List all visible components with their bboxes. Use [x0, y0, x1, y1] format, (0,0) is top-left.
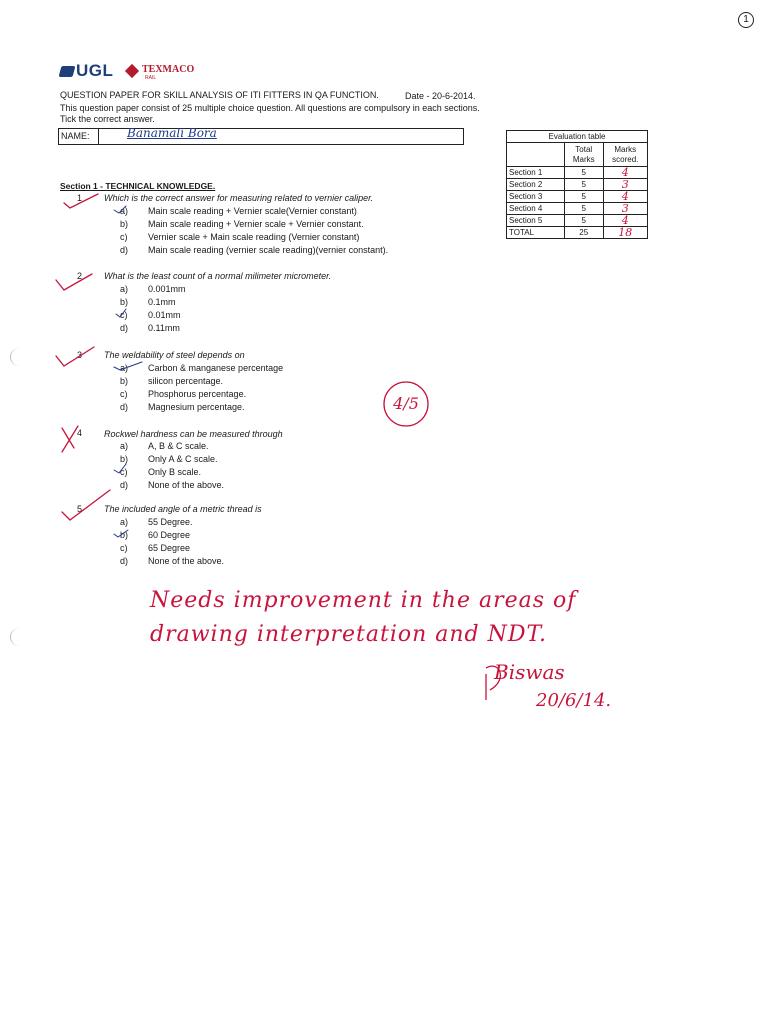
page-number: 1	[738, 12, 754, 28]
tick-mark-icon	[56, 347, 94, 366]
answer-tick-icon	[114, 464, 126, 473]
punch-hole-icon	[10, 348, 29, 366]
row-scored: 3	[603, 203, 648, 215]
option-key: a)	[120, 441, 129, 451]
score-circle-text: 4/5	[393, 394, 419, 413]
option-key: d)	[120, 402, 129, 412]
option-key: d)	[120, 556, 129, 566]
row-label: Section 4	[507, 203, 565, 215]
row-scored: 3	[603, 179, 648, 191]
answer-tick-icon	[114, 206, 126, 213]
row-label: Section 1	[507, 167, 565, 179]
answer-tick-icon	[114, 530, 128, 537]
option-key: b)	[120, 454, 129, 464]
paper-tick-instruction: Tick the correct answer.	[60, 114, 155, 124]
row-scored: 4	[603, 167, 648, 179]
row-label: TOTAL	[507, 227, 565, 239]
question-text: Rockwel hardness can be measured through	[104, 429, 283, 439]
option-key: a)	[120, 284, 129, 294]
option-key: c)	[120, 543, 128, 553]
option-text: 60 Degree	[148, 530, 191, 540]
option-text: Only A & C scale.	[148, 454, 218, 464]
tick-mark-icon	[56, 274, 92, 290]
option-text: Only B scale.	[148, 467, 202, 477]
question-number: 4	[77, 428, 83, 438]
option-text: 55 Degree.	[148, 517, 193, 527]
option-text: None of the above.	[148, 480, 225, 490]
question-text: The included angle of a metric thread is	[104, 504, 262, 514]
row-total: 5	[564, 179, 603, 191]
question-number: 1	[77, 193, 83, 203]
option-text: 0.01mm	[148, 310, 181, 320]
option-text: 0.001mm	[148, 284, 186, 294]
texmaco-logo-text: TEXMACO	[142, 64, 195, 75]
punch-hole-icon	[10, 628, 29, 646]
marks-scored-header: Marks scored.	[603, 143, 648, 167]
question-text: Which is the correct answer for measuring related to vernier caliper.	[104, 193, 374, 203]
total-marks-header: Total Marks	[564, 143, 603, 167]
question-number: 5	[77, 504, 83, 514]
option-key: a)	[120, 206, 129, 216]
rail-logo-text: RAIL	[145, 75, 157, 81]
option-key: d)	[120, 480, 129, 490]
option-key: c)	[120, 467, 128, 477]
option-key: b)	[120, 530, 129, 540]
name-label: NAME:	[59, 129, 99, 144]
question-text: The weldability of steel depends on	[104, 350, 245, 360]
option-key: b)	[120, 219, 129, 229]
evaluation-title: Evaluation table	[507, 131, 648, 143]
answer-tick-icon	[116, 309, 126, 317]
row-scored: 4	[603, 191, 648, 203]
row-total: 5	[564, 191, 603, 203]
row-total: 5	[564, 215, 603, 227]
option-text: A, B & C scale.	[148, 441, 209, 451]
option-key: c)	[120, 310, 128, 320]
tick-mark-icon	[64, 194, 98, 208]
row-total: 25	[564, 227, 603, 239]
section-heading: Section 1 - TECHNICAL KNOWLEDGE.	[60, 181, 216, 191]
option-key: b)	[120, 376, 129, 386]
option-key: a)	[120, 363, 129, 373]
option-key: d)	[120, 245, 129, 255]
row-label: Section 3	[507, 191, 565, 203]
paper-date: Date - 20-6-2014.	[405, 91, 476, 101]
option-text: silicon percentage.	[148, 376, 224, 386]
option-key: d)	[120, 323, 129, 333]
row-label: Section 2	[507, 179, 565, 191]
option-text: Main scale reading + Vernier scale(Vernier constant)	[148, 206, 357, 216]
answer-tick-icon	[114, 362, 142, 370]
option-key: b)	[120, 297, 129, 307]
remark-line-2: drawing interpretation and NDT.	[150, 622, 547, 647]
signature-date: 20/6/14.	[536, 690, 612, 711]
option-text: 0.11mm	[148, 323, 180, 333]
option-key: c)	[120, 389, 128, 399]
tick-mark-icon	[62, 490, 110, 520]
cross-mark-icon	[62, 426, 78, 452]
row-label: Section 5	[507, 215, 565, 227]
signature-name: Biswas	[494, 660, 565, 684]
option-text: 65 Degree	[148, 543, 191, 553]
option-text: Phosphorus percentage.	[148, 389, 247, 399]
option-text: Carbon & manganese percentage	[148, 363, 284, 373]
name-value: Banamali Bora	[127, 126, 217, 140]
row-scored: 4	[603, 215, 648, 227]
option-text: Main scale reading (vernier scale reading)(vernier constant).	[148, 245, 389, 255]
question-number: 2	[77, 271, 83, 281]
option-text: Main scale reading + Vernier scale + Vernier constant.	[148, 219, 364, 229]
option-text: 0.1mm	[148, 297, 176, 307]
paper-title: QUESTION PAPER FOR SKILL ANALYSIS OF ITI FITTERS IN QA FUNCTION.	[60, 90, 379, 100]
option-key: c)	[120, 232, 128, 242]
option-key: a)	[120, 517, 129, 527]
remark-line-1: Needs improvement in the areas of	[150, 588, 577, 613]
row-scored: 18	[603, 227, 648, 239]
row-total: 5	[564, 167, 603, 179]
question-number: 3	[77, 350, 83, 360]
option-text: None of the above.	[148, 556, 225, 566]
paper-instructions: This question paper consist of 25 multiple choice question. All questions are compulsory in each sections.	[60, 103, 480, 113]
ugl-logo-text: UGL	[76, 61, 114, 80]
option-text: Vernier scale + Main scale reading (Vernier constant)	[148, 232, 360, 242]
question-text: What is the least count of a normal milimeter micrometer.	[104, 271, 332, 281]
row-total: 5	[564, 203, 603, 215]
option-text: Magnesium percentage.	[148, 402, 245, 412]
